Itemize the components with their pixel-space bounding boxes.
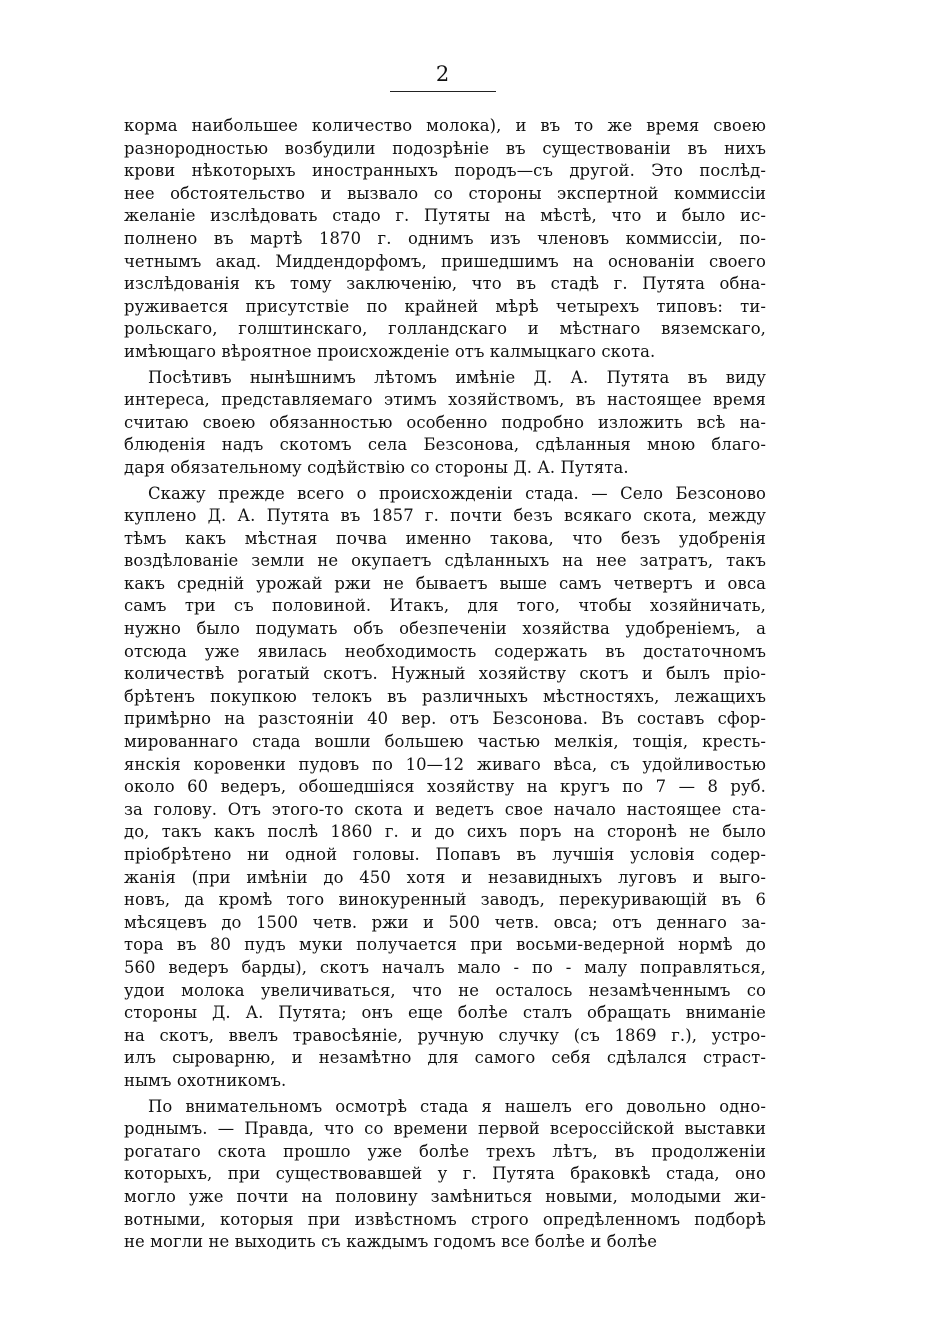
text-line: вотными, которыя при извѣстномъ строго опредѣленномъ подборѣ	[124, 1209, 766, 1229]
text-line: около 60 ведеръ, обошедшіяся хозяйству на кругъ по 7 — 8 руб.	[124, 777, 766, 797]
text-line: не могли не выходить съ каждымъ годомъ все болѣе и болѣе	[124, 1232, 657, 1252]
text-line: примѣрно на разстояніи 40 вер. отъ Безсонова. Въ составъ сфор-	[124, 709, 766, 729]
text-line: воздѣлованіе земли не окупаетъ сдѣланныхъ на нее затратъ, такъ	[124, 551, 766, 571]
text-line: какъ средній урожай ржи не бываетъ выше самъ четвертъ и овса	[124, 573, 766, 593]
text-line: янскія коровенки пудовъ по 10—12 живаго вѣса, съ удойливостью	[124, 754, 766, 774]
text-line: Скажу прежде всего о происхожденіи стада. — Село Безсоново	[148, 483, 766, 503]
text-line: считаю своею обязанностью особенно подробно изложить всѣ на-	[124, 412, 766, 432]
text-line: тора въ 80 пудъ муки получается при восьми-ведерной нормѣ до	[124, 935, 766, 955]
text-line: мѣсяцевъ до 1500 четв. ржи и 500 четв. овса; отъ деннаго за-	[124, 912, 766, 932]
text-line: которыхъ, при существовавшей у г. Путята браковкѣ стада, оно	[124, 1164, 766, 1184]
text-line: стороны Д. А. Путята; онъ еще болѣе сталъ обращать вниманіе	[124, 1003, 766, 1023]
paragraph-3	[124, 483, 766, 1093]
text-line: нымъ охотникомъ.	[124, 1070, 287, 1090]
text-line: роднымъ. — Правда, что со времени первой всероссійской выставки	[124, 1119, 766, 1139]
text-line: самъ три съ половиной. Итакъ, для того, чтобы хозяйничать,	[124, 596, 766, 616]
text-line: По внимательномъ осмотрѣ стада я нашелъ его довольно одно-	[148, 1096, 766, 1116]
document-body	[124, 115, 766, 1254]
text-line: на скотъ, ввелъ травосѣяніе, ручную случку (съ 1869 г.), устро-	[124, 1025, 766, 1045]
text-line: отсюда уже явилась необходимость содержать въ достаточномъ	[124, 641, 766, 661]
text-line: рогатаго скота прошло уже болѣе трехъ лѣтъ, въ продолженіи	[124, 1141, 766, 1161]
paragraph-4	[124, 1096, 766, 1254]
text-line: жанія (при имѣніи до 450 хотя и незавидныхъ луговъ и выго-	[124, 867, 766, 887]
paragraph-1	[124, 115, 766, 364]
text-line: за голову. Отъ этого-то скота и ведетъ свое начало настоящее ста-	[124, 799, 766, 819]
page-number: 2	[435, 62, 451, 86]
text-line: желаніе изслѣдовать стадо г. Путяты на мѣстѣ, что и было ис-	[124, 206, 766, 226]
text-line: разнородностью возбудили подозрѣніе въ существованіи въ нихъ	[124, 138, 766, 158]
text-line: корма наибольшее количество молока), и въ то же время своею	[124, 116, 766, 135]
text-line: имѣющаго вѣроятное происхожденіе отъ калмыцкаго скота.	[124, 341, 656, 361]
text-line: пріобрѣтено ни одной головы. Попавъ въ лучшія условія содер-	[124, 845, 766, 864]
text-line: новъ, да кромѣ того винокуренный заводъ, перекуривающій въ 6	[124, 890, 766, 910]
text-line: илъ сыроварню, и незамѣтно для самого себя сдѣлался страст-	[124, 1048, 766, 1068]
text-line: Посѣтивъ нынѣшнимъ лѣтомъ имѣніе Д. А. Путята въ виду	[148, 367, 766, 387]
paragraph-2	[124, 367, 766, 480]
text-line: рольскаго, голштинскаго, голландскаго и мѣстнаго вяземскаго,	[124, 319, 766, 339]
text-line: нее обстоятельство и вызвало со стороны экспертной коммиссіи	[124, 183, 766, 203]
text-line: до, такъ какъ послѣ 1860 г. и до сихъ поръ на сторонѣ не было	[124, 822, 766, 842]
text-line: тѣмъ какъ мѣстная почва именно такова, что безъ удобренія	[124, 528, 766, 548]
text-line: блюденія надъ скотомъ села Безсонова, сдѣланныя мною благо-	[124, 435, 766, 455]
text-line: изслѣдованія къ тому заключенію, что въ стадѣ г. Путята обна-	[124, 274, 766, 294]
text-line: интереса, представляемаго этимъ хозяйствомъ, въ настоящее время	[124, 390, 766, 410]
text-line: удои молока увеличиваться, что не осталось незамѣченнымъ со	[124, 980, 766, 1000]
text-line: 560 ведеръ барды), скотъ началъ мало - по - малу поправляться,	[124, 957, 766, 977]
text-line: могло уже почти на половину замѣниться новыми, молодыми жи-	[124, 1186, 766, 1206]
text-line: куплено Д. А. Путята въ 1857 г. почти безъ всякаго скота, между	[124, 506, 766, 526]
page-number-rule	[390, 91, 496, 92]
text-line: четнымъ акад. Миддендорфомъ, пришедшимъ на основаніи своего	[124, 251, 766, 271]
text-line: даря обязательному содѣйствію со стороны Д. А. Путята.	[124, 457, 629, 477]
text-line: мированнаго стада вошли большею частью мелкія, тощія, кресть-	[124, 732, 766, 752]
text-line: руживается присутствіе по крайней мѣрѣ четырехъ типовъ: ти-	[124, 296, 766, 316]
text-line: количествѣ рогатый скотъ. Нужный хозяйству скотъ и былъ пріо-	[124, 664, 766, 684]
text-line: крови нѣкоторыхъ иностранныхъ породъ—съ другой. Это послѣд-	[124, 161, 766, 181]
text-line: брѣтенъ покупкою телокъ въ различныхъ мѣстностяхъ, лежащихъ	[124, 686, 766, 706]
text-line: полнено въ мартѣ 1870 г. однимъ изъ членовъ коммиссіи, по-	[124, 228, 766, 248]
text-line: нужно было подумать объ обезпеченіи хозяйства удобреніемъ, а	[124, 619, 766, 639]
